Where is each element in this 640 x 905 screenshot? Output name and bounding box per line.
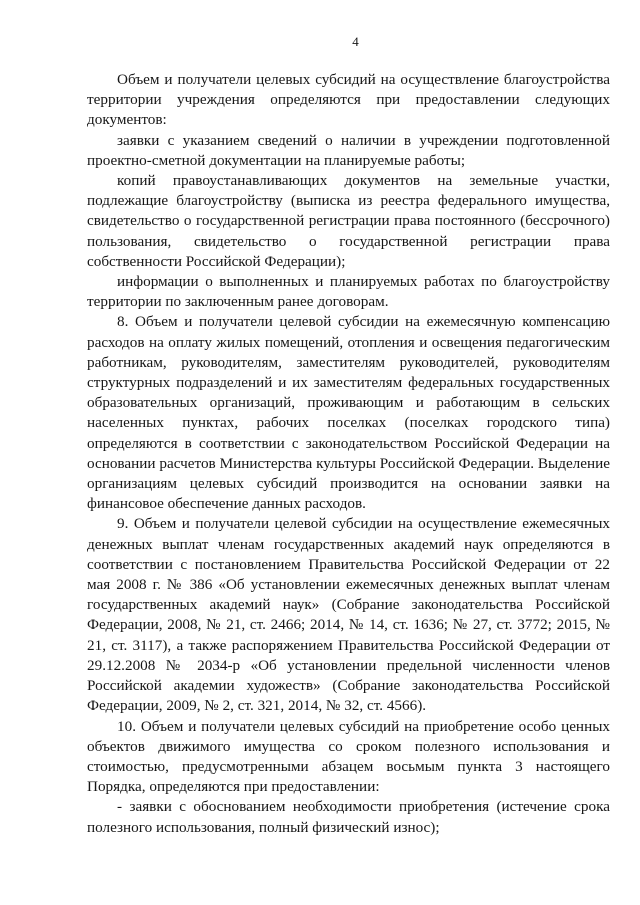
- paragraph-item-8: 8. Объем и получатели целевой субсидии на ежемесячную компенсацию расходов на оплату жилых помещений, отопления и освещения педагогическим работникам, руководителям, заместителям руководителей, руководителям структурных подразделений и их заместителям федеральных государственных образовательных организаций, проживающим и работающим в сельских населенных пунктах, рабочих поселках (поселках городского типа) определяются в соответствии с законодательством Российской Федерации на основании расчетов Министерства культуры Российской Федерации. Выделение организациям целевых субсидий производится на основании заявки на финансовое обеспечение данных расходов.: [87, 313, 610, 513]
- paragraph-item-10: 10. Объем и получатели целевых субсидий на приобретение особо ценных объектов движимого имущества со сроком полезного использования и стоимостью, предусмотренными абзацем восьмым пункта 3 настоящего Порядка, определяются при предоставлении:: [87, 717, 610, 796]
- paragraph-works-information: информации о выполненных и планируемых работах по благоустройству территории по заключенным ранее договорам.: [87, 273, 610, 311]
- paragraph-application-justification: - заявки с обоснованием необходимости приобретения (истечение срока полезного использования, полный физический износ);: [87, 798, 610, 836]
- paragraph-item-9: 9. Объем и получатели целевой субсидии на осуществление ежемесячных денежных выплат членам государственных академий наук определяются в соответствии с постановлением Правительства Российской Федерации от 22 мая 2008 г. № 386 «Об установлении ежемесячных денежных выплат членам государственных академий наук» (Собрание законодательства Российской Федерации, 2008, № 21, ст. 2466; 2014, № 14, ст. 1636; № 27, ст. 3772; 2015, № 21, ст. 3117), а также распоряжением Правительства Российской Федерации от 29.12.2008 № 2034-р «Об установлении предельной численности членов Российской академии художеств» (Собрание законодательства Российской Федерации, 2009, № 2, ст. 321, 2014, № 32, ст. 4566).: [87, 515, 610, 715]
- paragraph-subsidy-landscaping-intro: Объем и получатели целевых субсидий на осуществление благоустройства территории учреждения определяются при предоставлении следующих документов:: [87, 71, 610, 129]
- document-body: [87, 70, 610, 838]
- paragraph-title-documents: копий правоустанавливающих документов на земельные участки, подлежащие благоустройству (выписка из реестра федерального имущества, свидетельство о государственной регистрации права постоянного (бессрочного) пользования, свидетельство о государственной регистрации права собственности Российской Федерации);: [87, 172, 610, 270]
- paragraph-application-documentation: заявки с указанием сведений о наличии в учреждении подготовленной проектно-сметной документации на планируемые работы;: [87, 131, 610, 169]
- page-number: 4: [352, 34, 359, 49]
